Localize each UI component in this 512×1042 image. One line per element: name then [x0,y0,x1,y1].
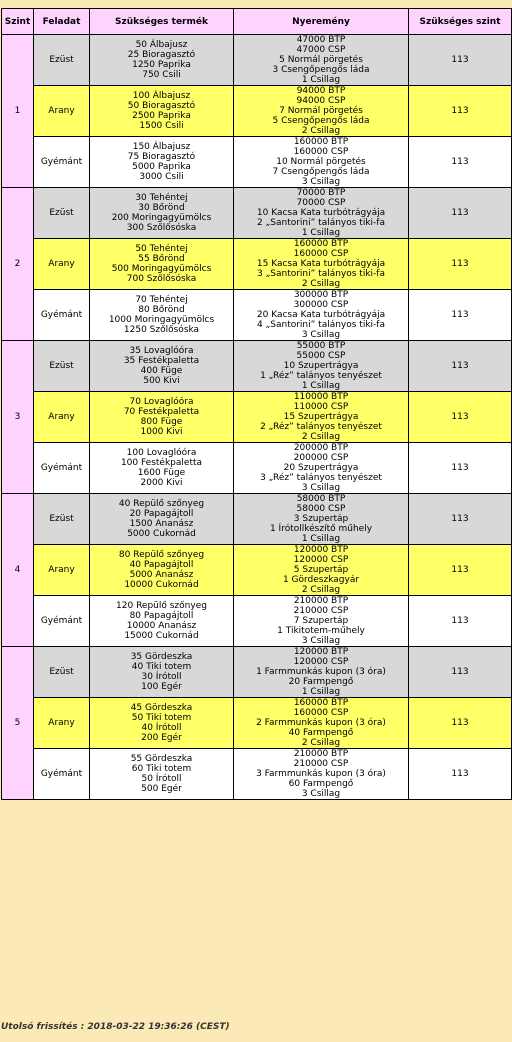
reward-line: 210000 CSP [293,759,349,769]
reward-line: 47000 CSP [296,45,346,55]
reward-line: 1 Csillag [301,687,341,697]
task-cell: Gyémánt [34,596,90,647]
reward-line: 10 Normál pörgetés [276,157,366,167]
product-line: 30 Írótoll [141,672,182,682]
required-level-cell: 113 [409,239,512,290]
table-row [2,188,512,239]
table-row [2,545,512,596]
reward-line: 2 Farmmunkás kupon (3 óra) [256,718,386,728]
level-cell: 2 [2,188,34,341]
reward-cell [234,749,409,800]
reward-line: 160000 CSP [293,708,349,718]
reward-line: 58000 BTP [296,494,346,504]
reward-line: 40 Farmpengő [288,728,354,738]
reward-line: 70000 CSP [296,198,346,208]
product-line: 1600 Füge [137,468,186,478]
reward-line: 4 „Santorini” talányos tiki-fa [257,320,385,330]
product-line: 15000 Cukornád [124,631,199,641]
reward-line: 200000 CSP [293,453,349,463]
level-cell: 4 [2,494,34,647]
reward-line: 1 Csillag [301,534,341,544]
product-line: 10000 Ananász [126,621,197,631]
required-products-cell [90,749,234,800]
product-line: 25 Bioragasztó [127,50,196,60]
required-level-cell: 113 [409,392,512,443]
reward-line: 7 Csengőpengős láda [272,167,370,177]
required-level-cell: 113 [409,749,512,800]
product-line: 70 Lovaglóóra [129,397,194,407]
reward-cell [234,341,409,392]
product-line: 120 Repülő szőnyeg [116,601,207,611]
reward-line: 210000 BTP [293,596,349,606]
reward-line: 7 Normál pörgetés [279,106,363,116]
reward-line: 2 Csillag [301,585,341,595]
task-cell: Arany [34,392,90,443]
reward-line: 1 Csillag [301,228,341,238]
reward-line: 94000 CSP [296,96,346,106]
product-line: 45 Gördeszka [130,703,193,713]
task-cell: Ezüst [34,188,90,239]
reward-line: 3 „Santorini” talányos tiki-fa [257,269,385,279]
reward-cell [234,494,409,545]
product-line: 400 Füge [140,366,183,376]
product-line: 50 Álbajusz [135,40,188,50]
required-level-cell: 113 [409,647,512,698]
reward-line: 160000 CSP [293,249,349,259]
reward-line: 1 „Réz” talányos tenyészet [260,371,382,381]
reward-line: 2 „Réz” talányos tenyészet [260,422,382,432]
product-line: 35 Lovaglóóra [129,346,194,356]
reward-line: 2 Csillag [301,126,341,136]
reward-line: 70000 BTP [296,188,346,198]
reward-line: 1 Gördeszkagyár [282,575,360,585]
reward-cell [234,137,409,188]
reward-line: 3 Csengőpengős láda [272,65,370,75]
level-cell: 5 [2,647,34,800]
product-line: 1500 Csili [139,121,184,131]
required-level-cell: 113 [409,137,512,188]
reward-line: 200000 BTP [293,443,349,453]
reward-line: 210000 CSP [293,606,349,616]
table-row [2,35,512,86]
product-line: 3000 Csili [139,172,184,182]
reward-line: 2 „Santorini” talányos tiki-fa [257,218,385,228]
required-products-cell [90,545,234,596]
required-level-cell: 113 [409,494,512,545]
reward-cell [234,596,409,647]
reward-line: 300000 CSP [293,300,349,310]
reward-line: 58000 CSP [296,504,346,514]
product-line: 100 Álbajusz [132,91,191,101]
reward-line: 210000 BTP [293,749,349,759]
product-line: 10000 Cukornád [124,580,199,590]
product-line: 80 Repülő szőnyeg [118,550,205,560]
product-line: 1000 Kivi [140,427,183,437]
table-row [2,647,512,698]
reward-cell [234,290,409,341]
table-row [2,239,512,290]
table-row [2,749,512,800]
product-line: 40 Írótoll [141,723,182,733]
reward-line: 20 Farmpengő [288,677,354,687]
product-line: 70 Festékpaletta [123,407,200,417]
reward-line: 5 Szupertáp [293,565,349,575]
table-row [2,137,512,188]
reward-line: 1 Csillag [301,75,341,85]
reward-line: 3 Farmmunkás kupon (3 óra) [256,769,386,779]
product-line: 200 Egér [141,733,182,743]
task-cell: Ezüst [34,494,90,545]
reward-line: 3 Csillag [301,483,341,493]
required-products-cell [90,443,234,494]
product-line: 55 Bőrönd [138,254,185,264]
reward-line: 120000 BTP [293,545,349,555]
required-products-cell [90,698,234,749]
task-cell: Gyémánt [34,290,90,341]
reward-cell [234,35,409,86]
required-products-cell [90,290,234,341]
required-level-cell: 113 [409,188,512,239]
product-line: 30 Bőrönd [138,203,185,213]
reward-line: 5 Normál pörgetés [279,55,363,65]
product-line: 50 Írótoll [141,774,182,784]
product-line: 700 Szőlősóska [126,274,197,284]
reward-line: 3 Csillag [301,636,341,646]
product-line: 100 Lovaglóóra [126,448,197,458]
reward-line: 1 Tikitotem-műhely [277,626,365,636]
required-products-cell [90,647,234,698]
reward-cell [234,86,409,137]
reward-line: 55000 BTP [296,341,346,351]
table-row [2,494,512,545]
product-line: 20 Papagájtoll [129,509,194,519]
reward-cell [234,698,409,749]
product-line: 5000 Cukornád [127,529,196,539]
product-line: 5000 Ananász [129,570,194,580]
reward-line: 10 Kacsa Kata turbótrágyája [256,208,386,218]
required-level-cell: 113 [409,698,512,749]
reward-line: 47000 BTP [296,35,346,45]
task-cell: Ezüst [34,341,90,392]
product-line: 5000 Paprika [132,162,191,172]
required-level-cell: 113 [409,290,512,341]
reward-cell [234,647,409,698]
product-line: 200 Moringagyümölcs [111,213,212,223]
table-row [2,290,512,341]
required-products-cell [90,137,234,188]
reward-line: 10 Szupertrágya [283,361,359,371]
last-updated: Utolsó frissítés : 2018-03-22 19:36:26 (CEST) [1,1022,230,1032]
reward-line: 3 Csillag [301,789,341,799]
required-products-cell [90,392,234,443]
reward-line: 160000 BTP [293,698,349,708]
required-products-cell [90,188,234,239]
level-cell: 3 [2,341,34,494]
rewards-table [1,8,512,800]
required-products-cell [90,35,234,86]
reward-line: 1 Csillag [301,381,341,391]
required-products-cell [90,494,234,545]
reward-line: 160000 BTP [293,137,349,147]
header-nyeremeny: Nyeremény [234,9,409,35]
reward-line: 3 Csillag [301,330,341,340]
product-line: 60 Tiki totem [131,764,192,774]
product-line: 800 Füge [140,417,183,427]
product-line: 500 Egér [141,784,182,794]
task-cell: Gyémánt [34,749,90,800]
reward-line: 15 Szupertrágya [283,412,359,422]
header-row [2,9,512,35]
task-cell: Arany [34,698,90,749]
product-line: 2500 Paprika [132,111,191,121]
task-cell: Gyémánt [34,443,90,494]
reward-line: 55000 CSP [296,351,346,361]
product-line: 500 Moringagyümölcs [111,264,212,274]
product-line: 1250 Szőlősóska [123,325,200,335]
product-line: 80 Bőrönd [138,305,185,315]
header-szint: Szint [2,9,34,35]
reward-cell [234,239,409,290]
product-line: 70 Tehéntej [135,295,188,305]
reward-line: 94000 BTP [296,86,346,96]
table-row [2,596,512,647]
reward-line: 160000 CSP [293,147,349,157]
reward-line: 60 Farmpengő [288,779,354,789]
required-level-cell: 113 [409,341,512,392]
reward-line: 15 Kacsa Kata turbótrágyája [256,259,386,269]
product-line: 50 Bioragasztó [127,101,196,111]
reward-line: 3 Csillag [301,177,341,187]
reward-line: 20 Kacsa Kata turbótrágyája [256,310,386,320]
reward-line: 300000 BTP [293,290,349,300]
reward-line: 110000 BTP [293,392,349,402]
table-row [2,443,512,494]
reward-line: 2 Csillag [301,432,341,442]
product-line: 80 Papagájtoll [129,611,194,621]
product-line: 50 Tehéntej [135,244,188,254]
product-line: 55 Gördeszka [130,754,193,764]
product-line: 40 Tiki totem [131,662,192,672]
required-level-cell: 113 [409,596,512,647]
table-row [2,698,512,749]
table-row [2,86,512,137]
reward-line: 120000 CSP [293,657,349,667]
reward-line: 120000 BTP [293,647,349,657]
product-line: 50 Tiki totem [131,713,192,723]
table-row [2,392,512,443]
reward-line: 3 Szupertáp [293,514,349,524]
reward-line: 110000 CSP [293,402,349,412]
header-termek: Szükséges termék [90,9,234,35]
reward-line: 2 Csillag [301,279,341,289]
product-line: 750 Csili [142,70,181,80]
reward-line: 120000 CSP [293,555,349,565]
product-line: 300 Szőlősóska [126,223,197,233]
reward-line: 7 Szupertáp [293,616,349,626]
required-level-cell: 113 [409,443,512,494]
required-level-cell: 113 [409,35,512,86]
task-cell: Ezüst [34,35,90,86]
product-line: 100 Egér [141,682,182,692]
reward-line: 20 Szupertrágya [283,463,359,473]
task-cell: Gyémánt [34,137,90,188]
reward-cell [234,443,409,494]
product-line: 35 Gördeszka [130,652,193,662]
reward-cell [234,188,409,239]
required-products-cell [90,239,234,290]
product-line: 30 Tehéntej [135,193,188,203]
product-line: 1250 Paprika [132,60,191,70]
header-feladat: Feladat [34,9,90,35]
level-cell: 1 [2,35,34,188]
product-line: 40 Repülő szőnyeg [118,499,205,509]
required-products-cell [90,341,234,392]
header-szint-req: Szükséges szint [409,9,512,35]
product-line: 500 Kivi [143,376,180,386]
product-line: 40 Papagájtoll [129,560,194,570]
reward-line: 5 Csengőpengős láda [272,116,370,126]
required-level-cell: 113 [409,86,512,137]
task-cell: Arany [34,86,90,137]
reward-cell [234,545,409,596]
product-line: 1500 Ananász [129,519,194,529]
product-line: 150 Álbajusz [132,142,191,152]
task-cell: Ezüst [34,647,90,698]
task-cell: Arany [34,239,90,290]
product-line: 1000 Moringagyümölcs [108,315,215,325]
reward-line: 160000 BTP [293,239,349,249]
reward-cell [234,392,409,443]
required-products-cell [90,86,234,137]
reward-line: 2 Csillag [301,738,341,748]
table-row [2,341,512,392]
product-line: 35 Festékpaletta [123,356,200,366]
product-line: 100 Festékpaletta [120,458,203,468]
reward-line: 1 Írótollkészítő műhely [269,524,373,534]
product-line: 75 Bioragasztó [127,152,196,162]
reward-line: 1 Farmmunkás kupon (3 óra) [256,667,386,677]
task-cell: Arany [34,545,90,596]
required-products-cell [90,596,234,647]
product-line: 2000 Kivi [140,478,183,488]
required-level-cell: 113 [409,545,512,596]
reward-line: 3 „Réz” talányos tenyészet [260,473,382,483]
